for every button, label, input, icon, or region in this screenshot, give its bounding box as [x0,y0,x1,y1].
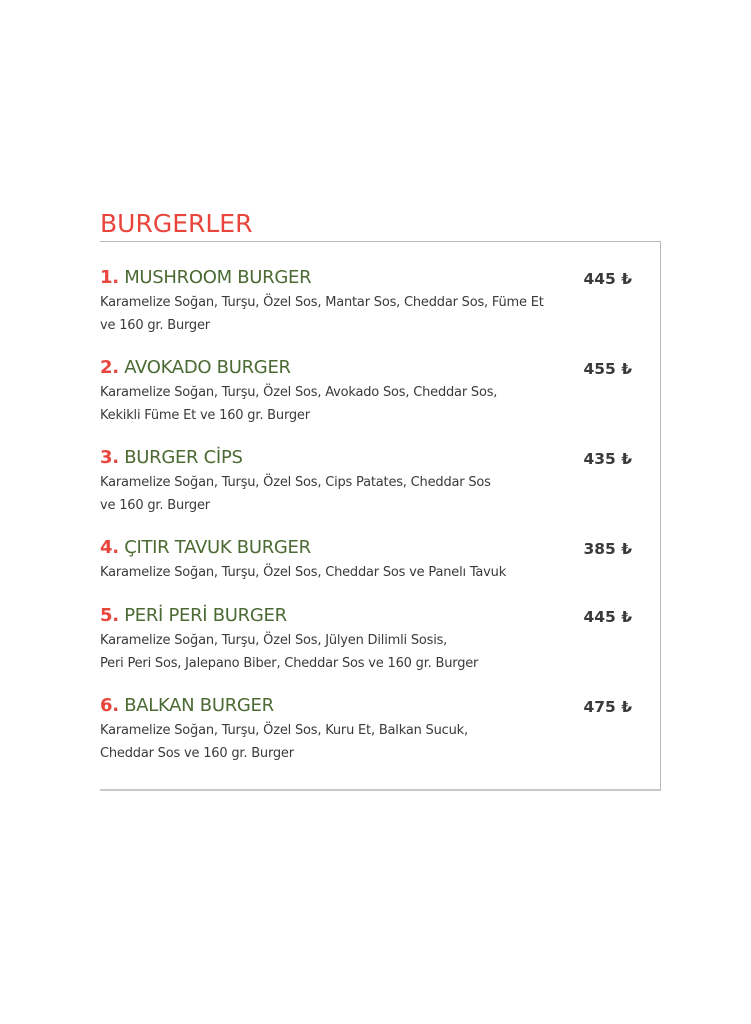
menu-item-balkan-burger [100,694,640,765]
item-description-line: ve 160 gr. Burger [100,317,210,333]
item-price: 445 ₺ [583,270,632,288]
item-description-line: Karamelize Soğan, Turşu, Özel Sos, Mantar Sos, Cheddar Sos, Füme Et [100,295,544,310]
item-description-line: Cheddar Sos ve 160 gr. Burger [100,745,294,761]
item-price: 435 ₺ [583,450,632,468]
item-header [100,266,640,292]
item-description-line: Kekikli Füme Et ve 160 gr. Burger [100,407,310,423]
menu-item-peri-peri-burger [100,604,640,675]
item-header [100,446,640,472]
section-title: BURGERLER [100,209,253,238]
item-description-line: Karamelize Soğan, Turşu, Özel Sos, Kuru Et, Balkan Sucuk, [100,723,468,738]
menu-item-avokado-burger [100,356,640,427]
item-name: ÇITIR TAVUK BURGER [124,537,311,558]
item-description-line: Karamelize Soğan, Turşu, Özel Sos, Cips Patates, Cheddar Sos [100,475,491,490]
item-header [100,356,640,382]
item-title [100,694,274,718]
item-name: BURGER CİPS [124,447,243,468]
item-title [100,266,311,290]
item-title [100,356,291,380]
item-name: MUSHROOM BURGER [124,267,312,288]
item-title [100,604,287,628]
item-price: 455 ₺ [583,360,632,378]
item-number: 5. [100,605,119,626]
item-title [100,536,311,560]
item-price: 445 ₺ [583,608,632,626]
item-header [100,694,640,720]
item-description-line: Karamelize Soğan, Turşu, Özel Sos, Avokado Sos, Cheddar Sos, [100,385,498,400]
item-header [100,536,640,562]
menu-item-burger-cips [100,446,640,517]
item-number: 1. [100,267,119,288]
item-price: 475 ₺ [583,698,632,716]
item-number: 4. [100,537,119,558]
item-title [100,446,243,470]
menu-item-mushroom-burger [100,266,640,337]
item-header [100,604,640,630]
item-name: BALKAN BURGER [124,695,274,716]
item-description-line: Karamelize Soğan, Turşu, Özel Sos, Cheddar Sos ve Panelı Tavuk [100,565,507,580]
item-name: AVOKADO BURGER [124,357,291,378]
item-price: 385 ₺ [583,540,632,558]
menu-item-citir-tavuk-burger [100,536,640,585]
item-number: 3. [100,447,119,468]
item-description-line: ve 160 gr. Burger [100,497,210,513]
item-name: PERİ PERİ BURGER [124,605,287,626]
item-description-line: Peri Peri Sos, Jalepano Biber, Cheddar Sos ve 160 gr. Burger [100,655,479,671]
item-number: 2. [100,357,119,378]
item-description-line: Karamelize Soğan, Turşu, Özel Sos, Jülyen Dilimli Sosis, [100,633,448,648]
item-number: 6. [100,695,119,716]
